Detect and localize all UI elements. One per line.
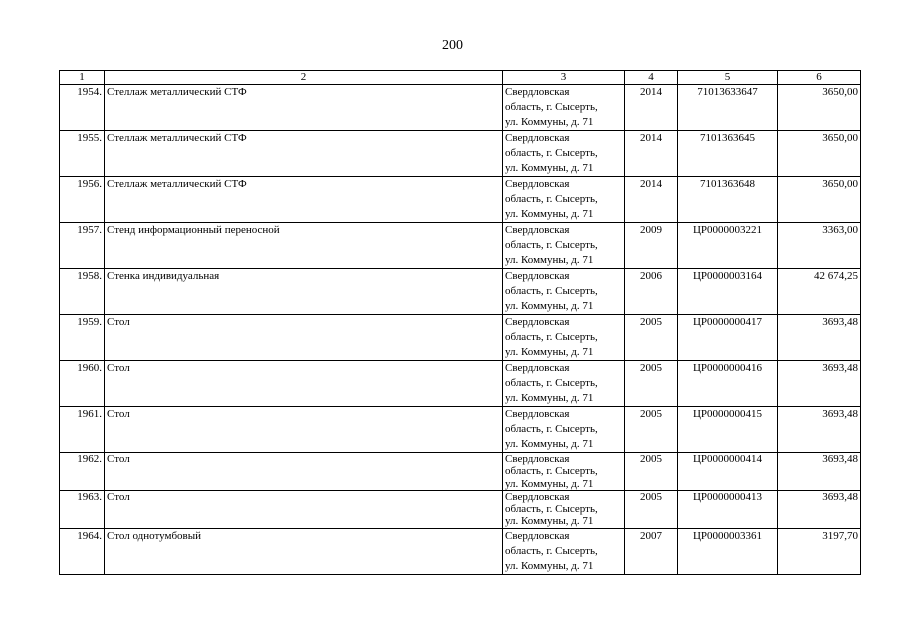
address-line: область, г. Сысерть, — [505, 331, 598, 343]
cost-cell: 3693,48 — [778, 453, 861, 491]
address-line: ул. Коммуны, д. 71 — [505, 392, 594, 404]
year-cell: 2014 — [625, 85, 678, 131]
row-number-cell: 1957. — [60, 223, 105, 269]
address-line: область, г. Сысерть, — [505, 193, 598, 205]
address-line: область, г. Сысерть, — [505, 147, 598, 159]
address-line: Свердловская — [505, 224, 570, 236]
column-header: 1 — [60, 71, 105, 85]
cost-cell: 42 674,25 — [778, 269, 861, 315]
item-name-cell: Стол — [105, 453, 503, 491]
address-line: Свердловская — [505, 453, 570, 465]
address-cell — [503, 269, 625, 315]
address-cell — [503, 85, 625, 131]
address-line: область, г. Сысерть, — [505, 377, 598, 389]
address-line: область, г. Сысерть, — [505, 101, 598, 113]
row-number-cell: 1964. — [60, 528, 105, 574]
year-cell: 2005 — [625, 361, 678, 407]
table-row — [60, 361, 861, 407]
cost-cell: 3693,48 — [778, 407, 861, 453]
column-header: 6 — [778, 71, 861, 85]
item-name-cell: Стеллаж металлический СТФ — [105, 131, 503, 177]
item-name-cell: Стол — [105, 315, 503, 361]
row-number-cell: 1956. — [60, 177, 105, 223]
cost-cell: 3693,48 — [778, 490, 861, 528]
cost-cell: 3693,48 — [778, 361, 861, 407]
cost-cell: 3693,48 — [778, 315, 861, 361]
table-row — [60, 177, 861, 223]
inventory-number-cell: ЦР0000000415 — [678, 407, 778, 453]
year-cell: 2014 — [625, 177, 678, 223]
address-cell — [503, 453, 625, 491]
table-row — [60, 453, 861, 491]
year-cell: 2006 — [625, 269, 678, 315]
cost-cell: 3197,70 — [778, 528, 861, 574]
row-number-cell: 1961. — [60, 407, 105, 453]
table-row — [60, 269, 861, 315]
row-number-cell: 1959. — [60, 315, 105, 361]
row-number-cell: 1960. — [60, 361, 105, 407]
column-header: 3 — [503, 71, 625, 85]
address-line: ул. Коммуны, д. 71 — [505, 515, 594, 528]
inventory-number-cell: ЦР0000000413 — [678, 490, 778, 528]
table-row — [60, 407, 861, 453]
inventory-number-cell: 7101363645 — [678, 131, 778, 177]
row-number-cell: 1958. — [60, 269, 105, 315]
cost-cell: 3650,00 — [778, 85, 861, 131]
inventory-number-cell: ЦР0000000414 — [678, 453, 778, 491]
address-line: ул. Коммуны, д. 71 — [505, 559, 594, 572]
inventory-number-cell: ЦР0000000416 — [678, 361, 778, 407]
row-number-cell: 1955. — [60, 131, 105, 177]
row-number-cell: 1954. — [60, 85, 105, 131]
address-cell — [503, 407, 625, 453]
item-name-cell: Стеллаж металлический СТФ — [105, 177, 503, 223]
year-cell: 2005 — [625, 407, 678, 453]
cost-cell: 3650,00 — [778, 177, 861, 223]
column-header: 4 — [625, 71, 678, 85]
row-number-cell: 1962. — [60, 453, 105, 491]
table-row — [60, 131, 861, 177]
table-row — [60, 315, 861, 361]
address-cell — [503, 490, 625, 528]
address-line: ул. Коммуны, д. 71 — [505, 346, 594, 358]
inventory-number-cell: 71013633647 — [678, 85, 778, 131]
table-header-row — [60, 71, 861, 85]
table-row — [60, 85, 861, 131]
page-number: 200 — [442, 38, 463, 53]
address-line: ул. Коммуны, д. 71 — [505, 162, 594, 174]
address-line: Свердловская — [505, 316, 570, 328]
address-line: ул. Коммуны, д. 71 — [505, 116, 594, 128]
address-line: область, г. Сысерть, — [505, 503, 598, 516]
address-line: Свердловская — [505, 408, 570, 420]
address-cell — [503, 361, 625, 407]
address-line: Свердловская — [505, 490, 570, 503]
item-name-cell: Стол однотумбовый — [105, 528, 503, 574]
address-line: область, г. Сысерть, — [505, 465, 598, 478]
address-line: ул. Коммуны, д. 71 — [505, 254, 594, 266]
inventory-number-cell: 7101363648 — [678, 177, 778, 223]
table-body — [60, 85, 861, 575]
address-line: ул. Коммуны, д. 71 — [505, 438, 594, 450]
address-cell — [503, 131, 625, 177]
inventory-number-cell: ЦР0000003221 — [678, 223, 778, 269]
address-line: область, г. Сысерть, — [505, 285, 598, 297]
column-header: 2 — [105, 71, 503, 85]
item-name-cell: Стенд информационный переносной — [105, 223, 503, 269]
address-cell — [503, 177, 625, 223]
year-cell: 2007 — [625, 528, 678, 574]
address-line: Свердловская — [505, 132, 570, 144]
column-header: 5 — [678, 71, 778, 85]
year-cell: 2005 — [625, 315, 678, 361]
item-name-cell: Стол — [105, 361, 503, 407]
table-row — [60, 528, 861, 574]
inventory-number-cell: ЦР0000000417 — [678, 315, 778, 361]
year-cell: 2005 — [625, 490, 678, 528]
address-cell — [503, 223, 625, 269]
row-number-cell: 1963. — [60, 490, 105, 528]
address-cell — [503, 528, 625, 574]
year-cell: 2005 — [625, 453, 678, 491]
address-line: Свердловская — [505, 178, 570, 190]
address-line: область, г. Сысерть, — [505, 239, 598, 251]
item-name-cell: Стол — [105, 490, 503, 528]
address-line: Свердловская — [505, 362, 570, 374]
item-name-cell: Стеллаж металлический СТФ — [105, 85, 503, 131]
address-line: ул. Коммуны, д. 71 — [505, 300, 594, 312]
address-line: ул. Коммуны, д. 71 — [505, 477, 594, 490]
address-line: Свердловская — [505, 270, 570, 282]
address-line: Свердловская — [505, 86, 570, 98]
year-cell: 2014 — [625, 131, 678, 177]
address-line: область, г. Сысерть, — [505, 423, 598, 435]
cost-cell: 3363,00 — [778, 223, 861, 269]
table-row — [60, 223, 861, 269]
table-row — [60, 490, 861, 528]
item-name-cell: Стол — [105, 407, 503, 453]
address-line: область, г. Сысерть, — [505, 544, 598, 557]
item-name-cell: Стенка индивидуальная — [105, 269, 503, 315]
cost-cell: 3650,00 — [778, 131, 861, 177]
inventory-number-cell: ЦР0000003361 — [678, 528, 778, 574]
address-cell — [503, 315, 625, 361]
address-line: Свердловская — [505, 529, 570, 542]
address-line: ул. Коммуны, д. 71 — [505, 208, 594, 220]
inventory-number-cell: ЦР0000003164 — [678, 269, 778, 315]
year-cell: 2009 — [625, 223, 678, 269]
property-registry-table — [59, 70, 861, 575]
